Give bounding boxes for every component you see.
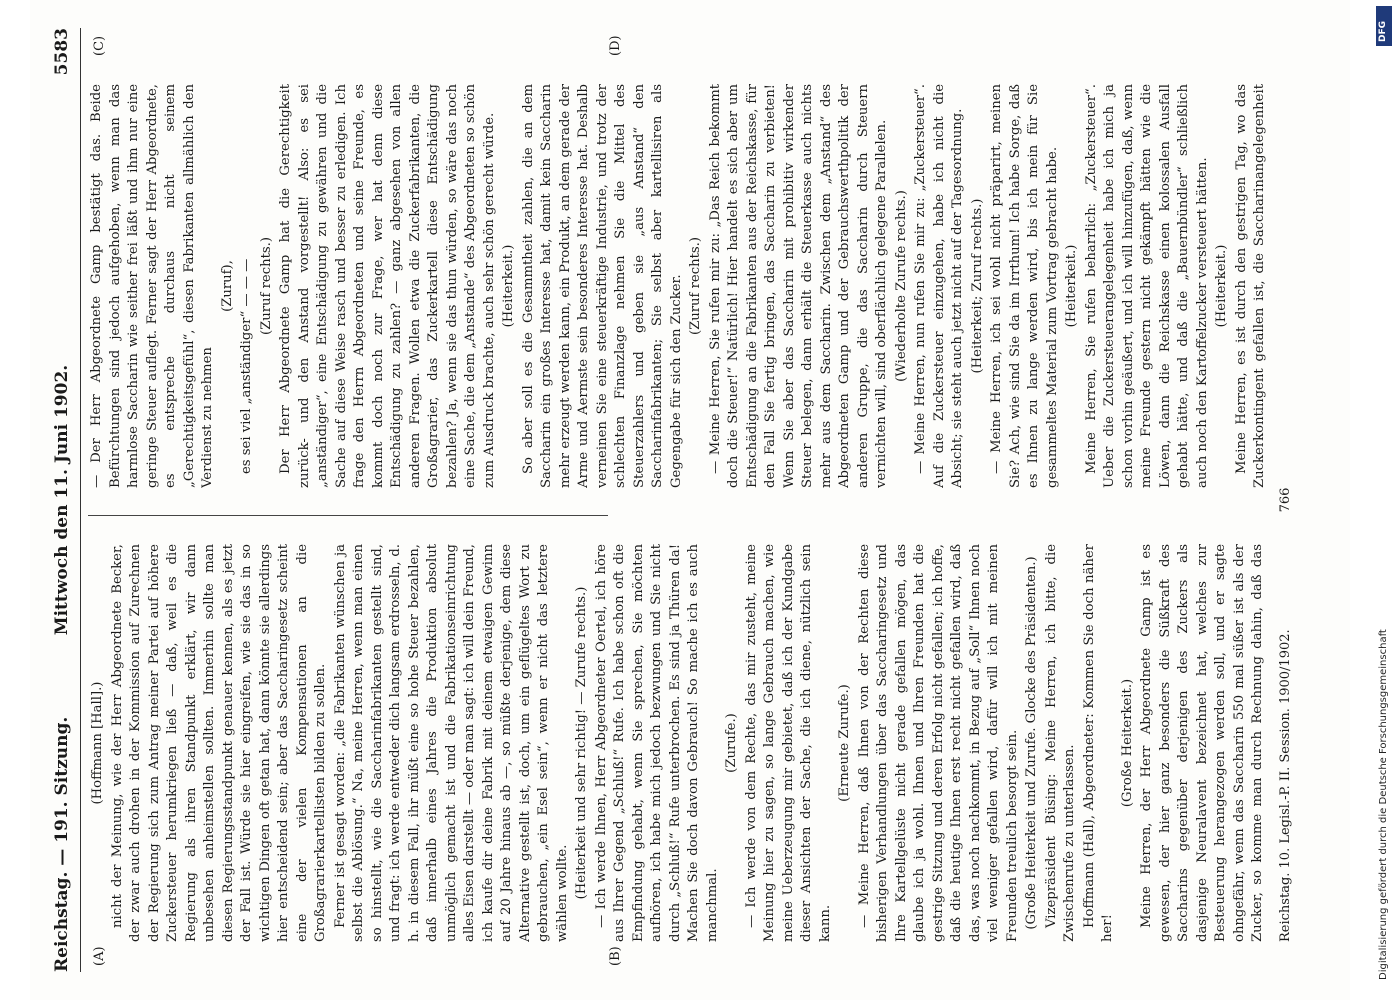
paragraph: Meine Herren, es ist durch den gestrigen Tag, wo das Zuckerkontingent gefallen ist, die Saccharinangelegenheit (1233, 84, 1267, 488)
column-divider (88, 515, 608, 516)
digitization-note (1378, 260, 1390, 980)
header-rule (80, 28, 81, 972)
scanned-page (30, 0, 1350, 1000)
footer-session: Reichstag. 10. Legisl.-P. II. Session. 1900/1902. (1278, 629, 1293, 942)
paragraph: Hoffmann (Hall), Abgeordneter: Kommen Sie doch näher her! (1081, 544, 1115, 942)
paragraph: — Meine Herren, Sie rufen mir zu: „Das Reich bekommt doch die Steuer!“ Natürlich! Hier handelt es sich aber um Entschädigung an die Fabrikanten aus der Reichskasse, für den Fall Sie fertig bringen, das Saccharin zu verbieten! Wenn Sie aber das Saccharin mit prohibitiv wirkender Steuer belegen, dann erhält die Steuerkasse auch nichts mehr aus dem Saccharin. Zwischen dem „Anstand“ des Abgeordneten Gamp und der Gebrauchswerthpolitik der anderen Gruppe, die das Saccharin durch Steuern vernichten will, sind oberflächlich gelegene Parallelen. (707, 84, 889, 488)
paragraph: — Der Herr Abgeordnete Gamp bestätigt das. Beide Befürchtungen sind jedoch aufgehoben, wenn man das harmlose Saccharin wie seither frei läßt und ihm nur eine geringe Steuer auflegt. Ferner sagt der Herr Abgeordnete, es entspreche durchaus nicht seinem „Gerechtigkeitsgefühl“, diesen Fabrikanten allmählich den Verdienst zu nehmen (89, 84, 215, 488)
paragraph: — Ich werde von dem Rechte, das mir zusteht, meine Meinung hier zu sagen, so lange Gebrauch machen, wie meine Ueberzeugung mir gebietet, daß ich der Kundgabe dieser Ansichten der Sache, die ich diene, nützlich sein kann. (743, 544, 833, 942)
stage-direction: (Heiterkeit; Zuruf rechts.) (969, 198, 985, 374)
paragraph: nicht der Meinung, wie der Herr Abgeordnete Becker, der zwar auch drohen in der Kommission auf Zurechnen der Regierung sich zum Antrag meiner Partei auf höhere Zuckersteuer herumkriegen ließ — daß, weil es die Regierung als ihren Standpunkt erklärt, wir dann unbesehen anheimstellen sollten. Immerhin sollte man diesen Regierungsstandpunkt genauer kennen, als es jetzt der Fall ist. Würde sie hier eingreifen, wie sie das in so wichtigen Dingen oft getan hat, dann könnte sie allerdings hier entscheidend sein; aber das Saccharingesetz scheint eine der vielen Kompensationen an die Großagrarierkartellisten bilden zu sollen. (109, 544, 328, 942)
margin-mark-a: (A) (92, 946, 107, 966)
paragraph: — Meine Herren, ich sei wohl nicht präparirt, meinen Sie? Ach, wie sind Sie da im Irrthum! Ich habe Sorge, daß es Ihnen zu lange werden wird, bis ich mein für Sie gesammeltes Material zum Vortrag gebracht habe. (989, 84, 1060, 488)
digitization-note-text: Digitalisierung gefördert durch die Deutsche Forschungsgemeinschaft (1378, 629, 1389, 980)
paragraph: Meine Herren, der Herr Abgeordnete Gamp ist es gewesen, der hier ganz besonders die Süßkraft des Saccharins gegenüber derjenigen des Zuckers als dasjenige Neuralavent bezeichnet hat, welches zur Besteuerung herangezogen werden soll, und er sagte ohngefähr, wenn das Saccharin 550 mal süßer ist als der Zucker, so komme man durch Rechnung dahin, daß das (1139, 544, 1265, 942)
left-column (88, 544, 1268, 942)
stage-direction: (Große Heiterkeit.) (1119, 678, 1135, 808)
stage-direction: (Zuruf rechts.) (688, 236, 703, 336)
margin-mark-b: (B) (608, 946, 623, 966)
footer-sheet-number: 766 (1278, 487, 1293, 513)
margin-mark-d: (D) (608, 35, 623, 56)
paragraph: — Meine Herren, nun rufen Sie mir zu: „Zuckersteuer“. Auf die Zuckersteuer einzugehen, habe ich nicht die Absicht; sie steht auch jetzt nicht auf der Tagesordnung. (913, 84, 965, 488)
paragraph: Meine Herren, Sie rufen beharrlich: „Zuckersteuer“. Ueber die Zuckersteuerangelegenheit habe ich mich ja schon vorhin geäußert, und ich will hinzufügen, daß, wenn meine Freunde gestern nicht gekämpft hätten wie die Löwen, dann die Reichskasse einen kolossalen Ausfall gehabt hätte, und daß die „Bauernbündler“ schließlich auch noch den Kartoffelzucker versteuert hätten. (1083, 84, 1210, 488)
paragraph: es sei viel „anständiger“ — — — (239, 258, 254, 474)
stage-direction: (Hoffmann [Hall].) (90, 681, 105, 805)
right-column (88, 84, 1268, 488)
dfg-logo-text: DFG (1378, 20, 1388, 42)
stage-direction: (Heiterkeit.) (1214, 244, 1229, 328)
stage-direction: (Heiterkeit.) (501, 244, 516, 328)
paragraph: — Ich werde Ihnen, Herr Abgeordneter Oertel, ich höre aus Ihrer Gegend „Schluß!“ Rufe. Ich habe schon oft die Empfindung gehabt, wenn Sie sprechen, Sie möchten aufhören, ich habe mich jedoch bezwungen und Sie nicht durch „Schluß!“ Rufe unterbrochen. Es sind ja Thüren da! Machen Sie doch davon Gebrauch! So mache ich es auch manchmal. (593, 544, 720, 942)
page-footer (1278, 28, 1300, 972)
stage-direction: (Zurufe.) (724, 713, 739, 773)
stage-direction: (Erneute Zurufe.) (837, 684, 852, 802)
paragraph: Ferner ist gesagt worden: „die Fabrikanten wünschen ja selbst die Ablösung.“ Na, meine Herren, wenn man einen so hinstellt, wie die Saccharinfabrikanten gestellt sind, und fragt: ich werde entweder dich langsam erdrosseln, d. h. in diesem Fall, ihr müßt eine so hohe Steuer bezahlen, daß innerhalb eines Jahres die Produktion absolut unmöglich gemacht ist und die Fabrikationseinrichtung alles Eisen darstellt — oder man sagt: ich will dein Freund, ich kaufe dir deine Fabrik mit deinem etwaigen Gewinn auf 20 Jahre hinaus ab —, so müßte derjenige, dem diese Alternative gestellt ist, doch, um ein geflügeltes Wort zu gebrauchen, „ein Esel sein“, wenn er nicht das letztere wählen wollte. (332, 544, 570, 942)
stage-direction: (Große Heiterkeit und Zurufe. Glocke des Präsidenten.) (1024, 556, 1039, 930)
stage-direction: (Heiterkeit.) (1064, 244, 1079, 328)
paragraph: Vizepräsident Büsing: Meine Herren, ich bitte, die Zwischenrufe zu unterlassen. (1043, 544, 1077, 942)
stage-direction: (Wiederholte Zurufe rechts.) (893, 190, 909, 382)
paragraph: — Meine Herren, daß Ihnen von der Rechten diese bisherigen Verhandlungen über das Saccharingesetz und Ihre Kartellgelüste nicht gerade gefallen mögen, das glaube ich ja wohl. Ihnen und Ihren Freunden hat die gestrige Sitzung und deren Erfolg nicht gefallen; ich hoffe, daß die heutige Ihnen erst recht nicht gefallen wird, daß das, was noch nachkommt, in Bezug auf „Soll“ Ihnen noch viel weniger gefallen wird, dafür will ich mit meinen Freunden treulich besorgt sein. (856, 544, 1020, 942)
margin-mark-c: (C) (92, 35, 107, 56)
stage-direction: (Heiterkeit und sehr richtig! — Zurufe rechts.) (574, 586, 589, 900)
header-left: Reichstag. — 191. Sitzung. (52, 716, 72, 972)
header-date: Mittwoch den 11. Juni 1902. (52, 364, 72, 636)
paragraph: Der Herr Abgeordnete Gamp hat die Gerechtigkeit zurück- und den Anstand vorgestellt! Also: es sei „anständiger“, eine Entschädigung zu gewähren und die Sache auf diese Weise rasch und besser zu erledigen. Ich frage den Herrn Abgeordneten und seine Freunde, es kommt doch noch zur Frage, wer hat denn diese Entschädigung zu zahlen? — ganz abgesehen von allen anderen Fragen. Wollen etwa die Zuckerfabrikanten, die Großagrarier, das Zuckerkartell diese Entschädigung bezahlen? Ja, wenn sie das thun würden, so wäre das noch eine Sache, die dem „Anstande“ des Abgeordneten so schön zum Ausdruck brachte, auch sehr schön gerecht würde. (278, 84, 497, 488)
page-header (52, 28, 78, 972)
page-number: 5583 (52, 28, 72, 76)
stage-direction: (Zuruf), (219, 260, 235, 312)
paragraph: So aber soll es die Gesammtheit zahlen, die an dem Saccharin ein großes Interesse hat, damit kein Saccharin mehr erzeugt werden kann, ein Produkt, an dem gerade der Arme und Aermste sein besonderes Interesse hat. Deshalb verneinen Sie eine steuerkräftige Industrie, und trotz der schlechten Finanzlage nehmen Sie die Mittel des Steuerzahlers und geben sie „aus Anstand“ den Saccharinfabrikanten; Sie selbst aber kartellisiren als Gegengabe für sich den Zucker. (520, 84, 684, 488)
dfg-logo (1376, 6, 1392, 46)
stage-direction: (Zuruf rechts.) (258, 236, 274, 336)
